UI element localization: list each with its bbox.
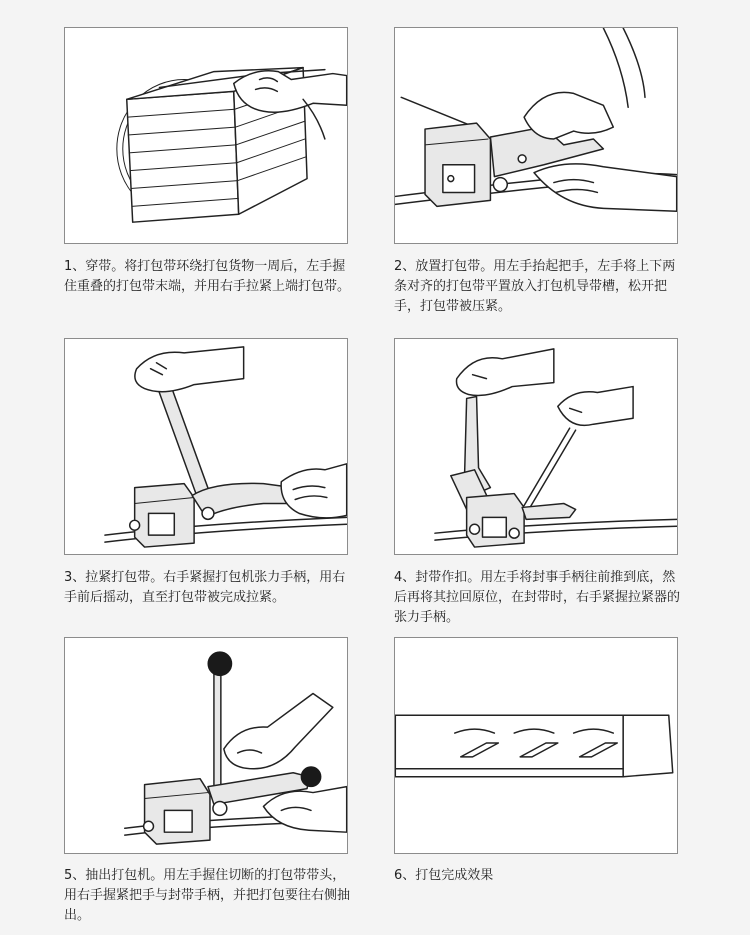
step-4-caption: 4、封带作扣。用左手将封事手柄往前推到底，然后再将其拉回原位，在封带时，右手紧握拉紧器的张力手柄。 <box>394 570 681 625</box>
step-3-illustration <box>64 338 348 555</box>
step-1-caption: 1、穿带。将打包带环绕打包货物一周后，左手握住重叠的打包带末端，并用右手拉紧上端打包带。 <box>64 259 351 294</box>
step-1-illustration <box>64 27 348 244</box>
step-3-caption: 3、拉紧打包带。右手紧握打包机张力手柄，用右手前后摇动，直至打包带被完成拉紧。 <box>64 570 346 605</box>
step-2-caption: 2、放置打包带。用左手抬起把手，左手将上下两条对齐的打包带平置放入打包机导带槽，松开把手，打包带被压紧。 <box>394 259 676 314</box>
step-5-illustration <box>64 637 348 854</box>
step-4-illustration <box>394 338 678 555</box>
step-6-illustration <box>394 637 678 854</box>
step-5-caption: 5、抽出打包机。用左手握住切断的打包带带头，用右手握紧把手与封带手柄，并把打包要往右侧抽出。 <box>64 868 351 923</box>
step-2-illustration <box>394 27 678 244</box>
step-6-caption: 6、打包完成效果 <box>394 868 494 883</box>
